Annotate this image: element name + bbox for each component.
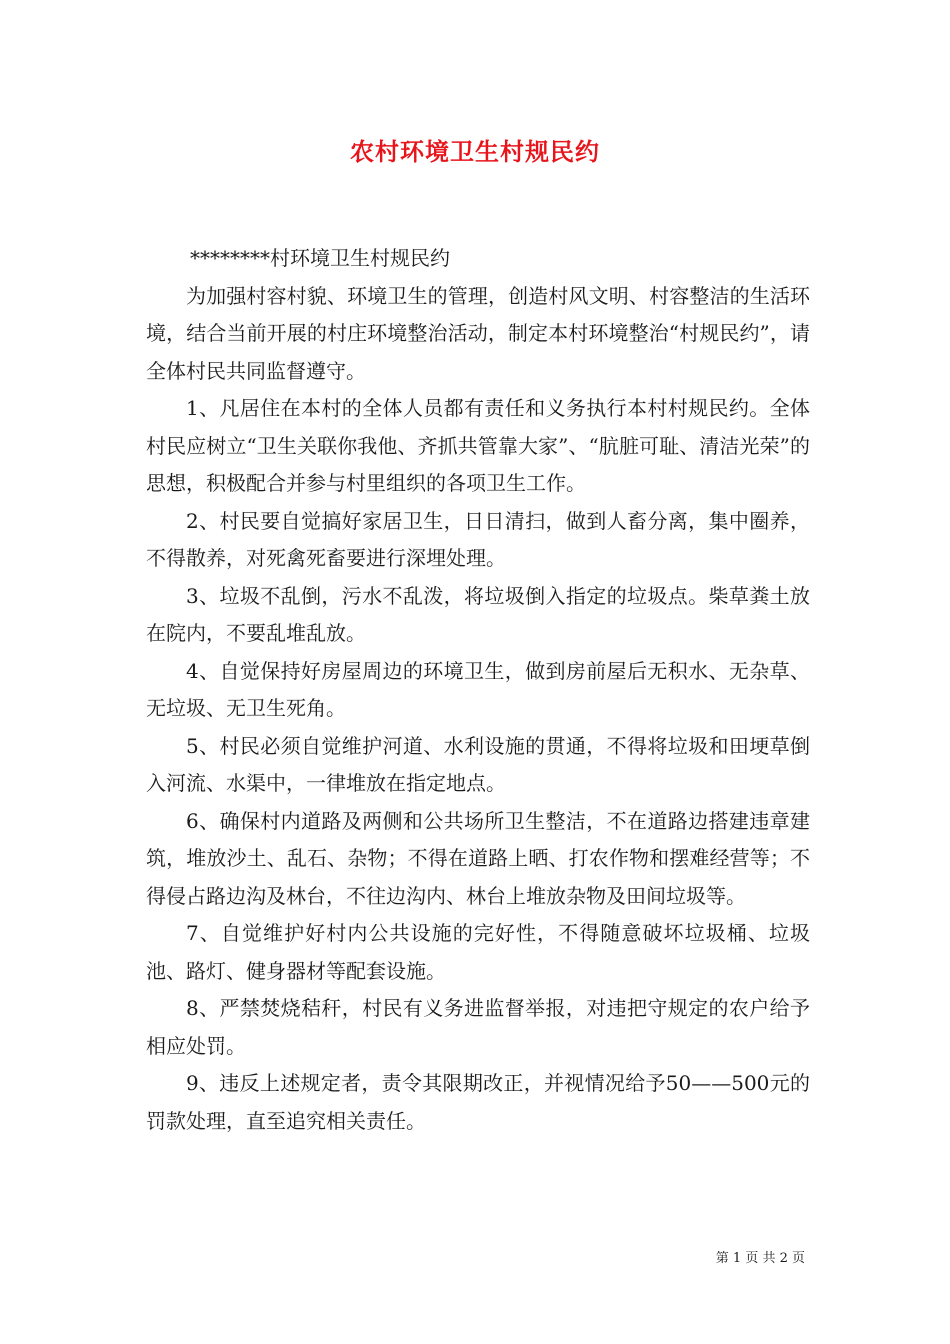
page-number: 第 1 页 共 2 页 bbox=[715, 1251, 805, 1266]
paragraph-rule-3: 3、垃圾不乱倒，污水不乱泼，将垃圾倒入指定的垃圾点。柴草粪土放在院内，不要乱堆乱放。 bbox=[146, 583, 810, 645]
paragraph-rule-4: 4、自觉保持好房屋周边的环境卫生，做到房前屋后无积水、无杂草、无垃圾、无卫生死角。 bbox=[146, 658, 810, 720]
document-subtitle: ********村环境卫生村规民约 bbox=[190, 246, 450, 270]
paragraph-intro: 为加强村容村貌、环境卫生的管理，创造村风文明、村容整洁的生活环境，结合当前开展的村庄环境整治活动，制定本村环境整治“村规民约”，请全体村民共同监督遵守。 bbox=[146, 283, 810, 383]
paragraph-rule-1: 1、凡居住在本村的全体人员都有责任和义务执行本村村规民约。全体村民应树立“卫生关联你我他、齐抓共管靠大家”、“肮脏可耻、清洁光荣”的思想，积极配合并参与村里组织的各项卫生工作。 bbox=[146, 396, 810, 495]
paragraph-rule-6: 6、确保村内道路及两侧和公共场所卫生整洁，不在道路边搭建违章建筑，堆放沙土、乱石、杂物；不得在道路上晒、打农作物和摆难经营等；不得侵占路边沟及林台，不往边沟内、林台上堆放杂物及田间垃圾等。 bbox=[146, 808, 810, 908]
paragraph-rule-2: 2、村民要自觉搞好家居卫生，日日清扫，做到人畜分离，集中圈养，不得散养，对死禽死畜要进行深埋处理。 bbox=[146, 508, 810, 570]
document-title: 农村环境卫生村规民约 bbox=[350, 137, 600, 166]
paragraph-rule-5: 5、村民必须自觉维护河道、水利设施的贯通，不得将垃圾和田埂草倒入河流、水渠中，一律堆放在指定地点。 bbox=[146, 733, 810, 795]
paragraph-rule-7: 7、自觉维护好村内公共设施的完好性，不得随意破坏垃圾桶、垃圾池、路灯、健身器材等配套设施。 bbox=[146, 921, 810, 983]
document-body bbox=[146, 240, 810, 1140]
paragraph-rule-9: 9、违反上述规定者，责令其限期改正，并视情况给予50——500元的罚款处理，直至追究相关责任。 bbox=[146, 1071, 810, 1133]
paragraph-rule-8: 8、严禁焚烧秸秆，村民有义务进监督举报，对违把守规定的农户给予相应处罚。 bbox=[146, 996, 810, 1058]
